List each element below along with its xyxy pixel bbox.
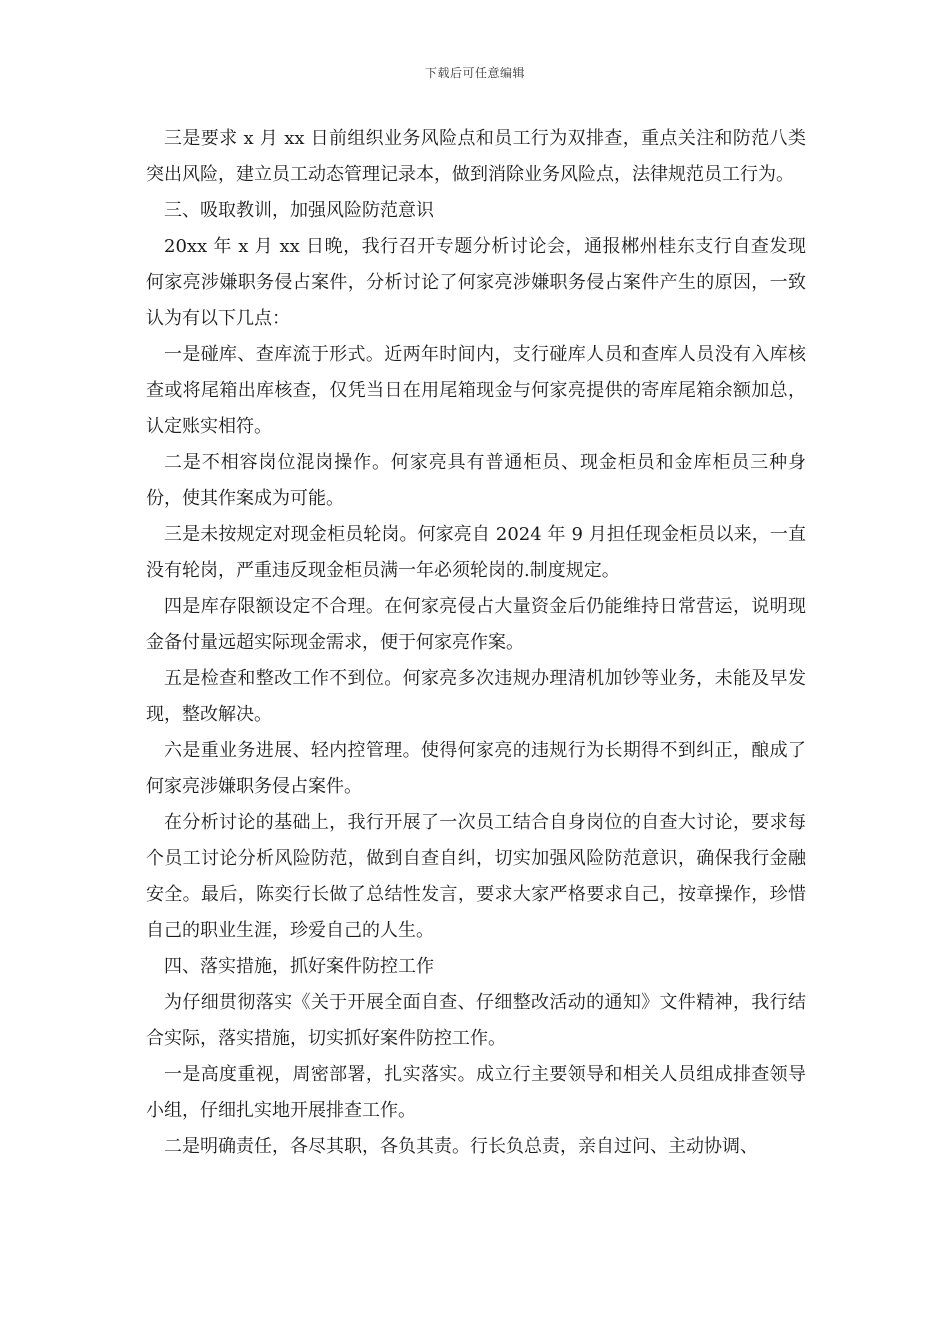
- paragraph-3: 一是碰库、查库流于形式。近两年时间内，支行碰库人员和查库人员没有入库核查或将尾箱出库核查，仅凭当日在用尾箱现金与何家亮提供的寄库尾箱余额加总，认定账实相符。: [146, 344, 806, 437]
- section-heading-3: 三、吸取教训，加强风险防范意识: [164, 200, 434, 221]
- document-body: [146, 121, 806, 1165]
- paragraph-4: 二是不相容岗位混岗操作。何家亮具有普通柜员、现金柜员和金库柜员三种身份，使其作案成为可能。: [146, 452, 806, 509]
- paragraph-1: 三是要求 x 月 xx 日前组织业务风险点和员工行为双排查，重点关注和防范八类突出风险，建立员工动态管理记录本，做到消除业务风险点，法律规范员工行为。: [146, 128, 806, 185]
- paragraph-2: 20xx 年 x 月 xx 日晚，我行召开专题分析讨论会，通报郴州桂东支行自查发现何家亮涉嫌职务侵占案件，分析讨论了何家亮涉嫌职务侵占案件产生的原因，一致认为有以下几点：: [146, 236, 806, 329]
- paragraph-8: 六是重业务进展、轻内控管理。使得何家亮的违规行为长期得不到纠正，酿成了何家亮涉嫌职务侵占案件。: [146, 740, 806, 797]
- paragraph-7: 五是检查和整改工作不到位。何家亮多次违规办理清机加钞等业务，未能及早发现，整改解决。: [146, 668, 806, 725]
- paragraph-5: 三是未按规定对现金柜员轮岗。何家亮自 2024 年 9 月担任现金柜员以来，一直没有轮岗，严重违反现金柜员满一年必须轮岗的.制度规定。: [146, 524, 806, 581]
- paragraph-10: 为仔细贯彻落实《关于开展全面自查、仔细整改活动的通知》文件精神，我行结合实际，落实措施，切实抓好案件防控工作。: [146, 992, 806, 1049]
- paragraph-6: 四是库存限额设定不合理。在何家亮侵占大量资金后仍能维持日常营运，说明现金备付量远超实际现金需求，便于何家亮作案。: [146, 596, 806, 653]
- page-header-note: 下载后可任意编辑: [424, 66, 525, 80]
- paragraph-12: 二是明确责任，各尽其职，各负其责。行长负总责，亲自过问、主动协调、: [164, 1136, 758, 1157]
- paragraph-9: 在分析讨论的基础上，我行开展了一次员工结合自身岗位的自查大讨论，要求每个员工讨论分析风险防范，做到自查自纠，切实加强风险防范意识，确保我行金融安全。最后，陈奕行长做了总结性发言，要求大家严格要求自己，按章操作，珍惜自己的职业生涯，珍爱自己的人生。: [146, 812, 806, 941]
- section-heading-4: 四、落实措施，抓好案件防控工作: [164, 956, 434, 977]
- paragraph-11: 一是高度重视，周密部署，扎实落实。成立行主要领导和相关人员组成排查领导小组，仔细扎实地开展排查工作。: [146, 1064, 806, 1121]
